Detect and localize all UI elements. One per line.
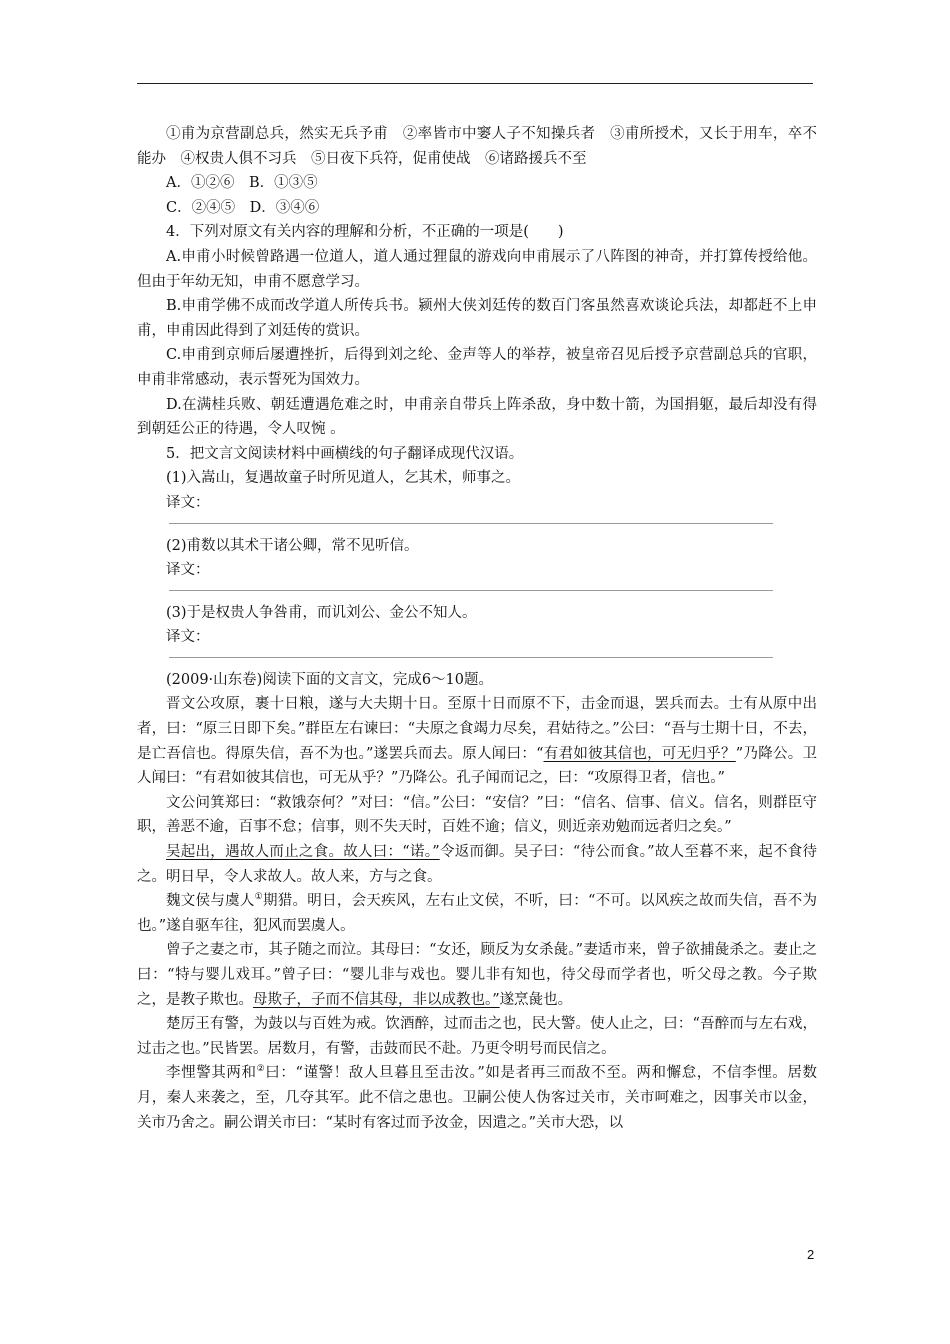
q4-stem: 4．下列对原文有关内容的理解和分析，不正确的一项是( ) — [166, 224, 564, 241]
p5-text-b: 遂烹彘也。 — [499, 991, 573, 1008]
q5-sentence-3: (3)于是权贵人争咎甫，而讥刘公、金公不知人。 — [166, 604, 477, 621]
p1-underlined: 有君如彼其信也，可无归乎？ — [543, 745, 736, 762]
p5-text-a: 曾子之妻之市，其子随之而泣。其母曰：“女还，顾反为女杀彘。”妻适市来，曾子欲捕彘杀之。妻止之曰：“特与婴儿戏耳。”曾子曰：“婴儿非与戏也。婴儿非有知也，待父母而学者也，听父母之教。今子欺之，是教子欺也。 — [137, 942, 817, 1008]
q3-options-cd: C．②④⑤ D．③④⑥ — [166, 199, 320, 216]
q5-sentence-1: (1)入嵩山，复遇故童子时所见道人，乞其术，师事之。 — [166, 470, 521, 487]
q4-option-a: A.申甫小时候曾路遇一位道人，道人通过狸鼠的游戏向申甫展示了八阵图的神奇，并打算传授给他。但由于年幼无知，申甫不愿意学习。 — [137, 248, 817, 290]
passage-paragraph-4 — [137, 889, 817, 938]
header-rule — [137, 83, 813, 84]
q4-option-c: C.申甫到京师后屡遭挫折，后得到刘之纶、金声等人的举荐，被皇帝召见后授予京营副总兵的官职，申甫非常感动，表示誓死为国效力。 — [137, 347, 817, 388]
p7-text-a: 李悝警其两和 — [166, 1065, 257, 1082]
answer-line-3[interactable] — [169, 657, 773, 658]
passage-paragraph-6: 楚厉王有警，为鼓以与百姓为戒。饮酒醉，过而击之也，民大警。使人止之，曰：“吾醉而与左右戏，过击之也。”民皆罢。居数月，有警，击鼓而民不赴。乃更令明号而民信之。 — [137, 1016, 817, 1057]
q5-sentence-2: (2)甫数以其术干诸公卿，常不见听信。 — [166, 537, 419, 554]
passage-paragraph-5 — [137, 938, 817, 1012]
q4-option-b: B.申甫学佛不成而改学道人所传兵书。颍州大侠刘廷传的数百门客虽然喜欢谈论兵法，却都赶不上申甫，申甫因此得到了刘廷传的赏识。 — [137, 298, 817, 339]
translation-label-1: 译文： — [166, 494, 210, 511]
p4-text-a: 魏文侯与虞人 — [166, 893, 255, 910]
p3-text: 令返而御。吴子曰：“待公而食。”故人至暮不来，起不食待之。明日早，令人求故人。故人来，方与之食。 — [137, 844, 818, 885]
q3-options-ab: A．①②⑥ B．①③⑤ — [166, 175, 318, 192]
p1-text-b: ”乃降公。卫人闻曰：“有君如彼其信也，可无从乎？”乃降公。孔子闻而记之，曰：“攻原得卫者，信也。” — [137, 745, 818, 787]
q3-statements: ①甫为京营副总兵，然实无兵予甫 ②率皆市中窭人子不知操兵者 ③甫所授术，又长于用车，卒不能办 ④权贵人俱不习兵 ⑤日夜下兵符，促甫使战 ⑥诸路援兵不至 — [137, 126, 817, 167]
answer-line-1[interactable] — [169, 523, 773, 524]
q5-stem: 5．把文言文阅读材料中画横线的句子翻译成现代汉语。 — [166, 445, 524, 462]
passage-paragraph-2: 文公问箕郑曰：“救饿奈何？”对曰：“信。”公曰：“安信？”曰：“信名、信事、信义。信名，则群臣守职，善恶不逾，百事不怠；信事，则不失天时，百姓不逾；信义，则近亲劝勉而远者归之矣。” — [137, 794, 817, 836]
q4-option-d: D.在满桂兵败、朝廷遭遇危难之时，申甫亲自带兵上阵杀敌，身中数十箭，为国捐躯，最后却没有得到朝廷公正的待遇，令人叹惋 。 — [137, 396, 817, 438]
footnote-marker-2: ② — [256, 1064, 266, 1075]
p7-text-b: 曰：“谨警！敌人旦暮且至击汝。”如是者再三而敌不至。两和懈怠，不信李悝。居数月，秦人来袭之，至，几夺其军。此不信之患也。卫嗣公使人伪客过关市，关市呵难之，因事关市以金，关市乃舍之。嗣公谓关市曰：“某时有客过而予汝金，因遣之。”关市大恐，以 — [137, 1065, 817, 1131]
passage-paragraph-7 — [137, 1061, 817, 1135]
p4-text-b: 期猎。明日，会天疾风，左右止文侯，不听，曰：“不可。以风疾之故而失信，吾不为也。”遂自驱车往，犯风而罢虞人。 — [137, 893, 817, 934]
footnote-marker-1: ① — [254, 892, 263, 903]
p5-underlined: 母欺子，子而不信其母，非以成教也。” — [253, 991, 500, 1008]
passage-paragraph-1 — [137, 692, 817, 790]
p1-text-a: 晋文公攻原，裹十日粮，遂与大夫期十日。至原十日而原不下，击金而退，罢兵而去。士有从原中出者，曰：“原三日即下矣。”群臣左右谏曰：“夫原之食竭力尽矣，君姑待之。”公曰：“吾与士期十日，不去，是亡吾信也。得原失信，吾不为也。”遂罢兵而去。原人闻曰：“ — [137, 696, 817, 762]
passage-paragraph-3 — [137, 840, 817, 889]
p3-underlined: 吴起出，遇故人而止之食。故人曰：“诺。” — [166, 844, 440, 861]
answer-line-2[interactable] — [169, 590, 773, 591]
page-number: 2 — [807, 1247, 815, 1262]
passage-intro: (2009·山东卷)阅读下面的文言文，完成6～10题。 — [166, 671, 493, 688]
page-body — [137, 122, 817, 1135]
translation-label-2: 译文： — [166, 562, 210, 579]
translation-label-3: 译文： — [166, 629, 210, 646]
